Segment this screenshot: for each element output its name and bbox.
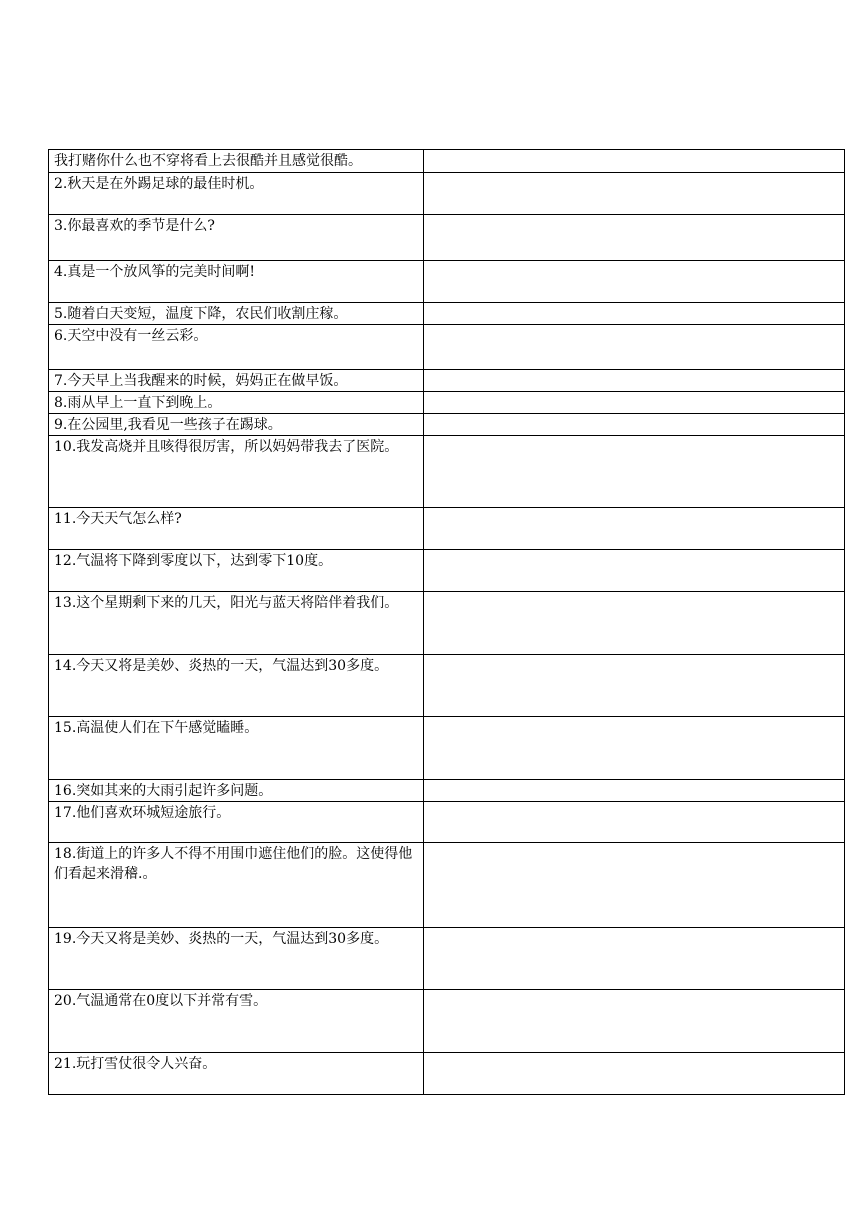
answer-cell[interactable] [424, 370, 845, 392]
answer-cell[interactable] [424, 150, 845, 173]
answer-cell[interactable] [424, 414, 845, 436]
answer-text [429, 717, 839, 718]
table-row [49, 215, 845, 261]
answer-text [429, 261, 839, 262]
sentence-text: 11.今天天气怎么样? [54, 511, 182, 527]
table-row [49, 414, 845, 436]
answer-text [429, 392, 839, 393]
answer-cell[interactable] [424, 550, 845, 592]
answer-cell[interactable] [424, 990, 845, 1053]
sentence-text: 12.气温将下降到零度以下，达到零下10度。 [54, 553, 333, 569]
sentence-text: 9.在公园里,我看见一些孩子在踢球。 [54, 417, 282, 433]
table-row [49, 592, 845, 655]
table-row [49, 780, 845, 802]
sentence-cell [49, 436, 424, 508]
table-row [49, 436, 845, 508]
answer-text [429, 508, 839, 509]
table-row [49, 802, 845, 843]
answer-text [429, 370, 839, 371]
sentence-cell [49, 392, 424, 414]
answer-cell[interactable] [424, 843, 845, 928]
sentence-cell [49, 370, 424, 392]
sentence-text: 21.玩打雪仗很令人兴奋。 [54, 1056, 217, 1072]
sentence-text: 3.你最喜欢的季节是什么? [54, 218, 215, 234]
answer-cell[interactable] [424, 303, 845, 325]
sentence-cell [49, 928, 424, 990]
sentence-text: 8.雨从早上一直下到晚上。 [54, 395, 222, 411]
table-row [49, 261, 845, 303]
sentence-text: 14.今天又将是美妙、炎热的一天，气温达到30多度。 [54, 658, 389, 674]
answer-text [429, 215, 839, 216]
sentence-cell [49, 802, 424, 843]
sentence-text: 19.今天又将是美妙、炎热的一天，气温达到30多度。 [54, 931, 389, 947]
answer-cell[interactable] [424, 215, 845, 261]
table-row [49, 508, 845, 550]
sentence-text: 2.秋天是在外踢足球的最佳时机。 [54, 176, 264, 192]
answer-text [429, 1053, 839, 1054]
answer-text [429, 150, 839, 151]
table-row [49, 550, 845, 592]
sentence-cell [49, 592, 424, 655]
sentence-text: 5.随着白天变短，温度下降，农民们收割庄稼。 [54, 306, 348, 322]
table-row [49, 843, 845, 928]
answer-cell[interactable] [424, 655, 845, 717]
answer-cell[interactable] [424, 928, 845, 990]
table-row [49, 173, 845, 215]
sentence-cell [49, 150, 424, 173]
answer-cell[interactable] [424, 592, 845, 655]
table-row [49, 325, 845, 370]
sentence-text: 15.高温使人们在下午感觉瞌睡。 [54, 720, 259, 736]
answer-text [429, 990, 839, 991]
answer-cell[interactable] [424, 173, 845, 215]
answer-text [429, 802, 839, 803]
sentence-text: 20.气温通常在0度以下并常有雪。 [54, 993, 268, 1009]
answer-cell[interactable] [424, 1053, 845, 1095]
table-row [49, 1053, 845, 1095]
answer-cell[interactable] [424, 802, 845, 843]
sentence-cell [49, 303, 424, 325]
sentence-table [48, 149, 845, 1095]
sentence-cell [49, 173, 424, 215]
sentence-cell [49, 1053, 424, 1095]
table-row [49, 717, 845, 780]
sentence-cell [49, 780, 424, 802]
answer-cell[interactable] [424, 261, 845, 303]
sentence-text: 18.街道上的许多人不得不用围巾遮住他们的脸。这使得他们看起来滑稽.。 [54, 846, 413, 882]
answer-text [429, 655, 839, 656]
sentence-text: 7.今天早上当我醒来的时候，妈妈正在做早饭。 [54, 373, 348, 389]
sentence-text: 6.天空中没有一丝云彩。 [54, 328, 208, 344]
answer-cell[interactable] [424, 780, 845, 802]
table-row [49, 303, 845, 325]
answer-cell[interactable] [424, 436, 845, 508]
sentence-text: 我打赌你什么也不穿将看上去很酷并且感觉很酷。 [54, 153, 362, 169]
table-row [49, 392, 845, 414]
answer-cell[interactable] [424, 508, 845, 550]
sentence-cell [49, 261, 424, 303]
sentence-cell [49, 508, 424, 550]
sentence-cell [49, 414, 424, 436]
table-row [49, 150, 845, 173]
answer-cell[interactable] [424, 325, 845, 370]
answer-text [429, 325, 839, 326]
sentence-text: 10.我发高烧并且咳得很厉害，所以妈妈带我去了医院。 [54, 439, 399, 455]
answer-text [429, 303, 839, 304]
answer-text [429, 843, 839, 844]
answer-text [429, 173, 839, 174]
sentence-cell [49, 325, 424, 370]
sentence-text: 4.真是一个放风筝的完美时间啊! [54, 264, 255, 280]
answer-text [429, 550, 839, 551]
sentence-text: 17.他们喜欢环城短途旅行。 [54, 805, 231, 821]
answer-text [429, 928, 839, 929]
table-row [49, 928, 845, 990]
answer-text [429, 414, 839, 415]
sentence-text: 16.突如其来的大雨引起许多问题。 [54, 783, 273, 799]
table-row [49, 990, 845, 1053]
sentence-text: 13.这个星期剩下来的几天，阳光与蓝天将陪伴着我们。 [54, 595, 399, 611]
sentence-cell [49, 655, 424, 717]
answer-cell[interactable] [424, 717, 845, 780]
sentence-cell [49, 843, 424, 928]
sentence-cell [49, 550, 424, 592]
table-row [49, 655, 845, 717]
answer-text [429, 780, 839, 781]
sentence-cell [49, 717, 424, 780]
sentence-cell [49, 990, 424, 1053]
table-row [49, 370, 845, 392]
answer-cell[interactable] [424, 392, 845, 414]
answer-text [429, 436, 839, 437]
sentence-cell [49, 215, 424, 261]
answer-text [429, 592, 839, 593]
